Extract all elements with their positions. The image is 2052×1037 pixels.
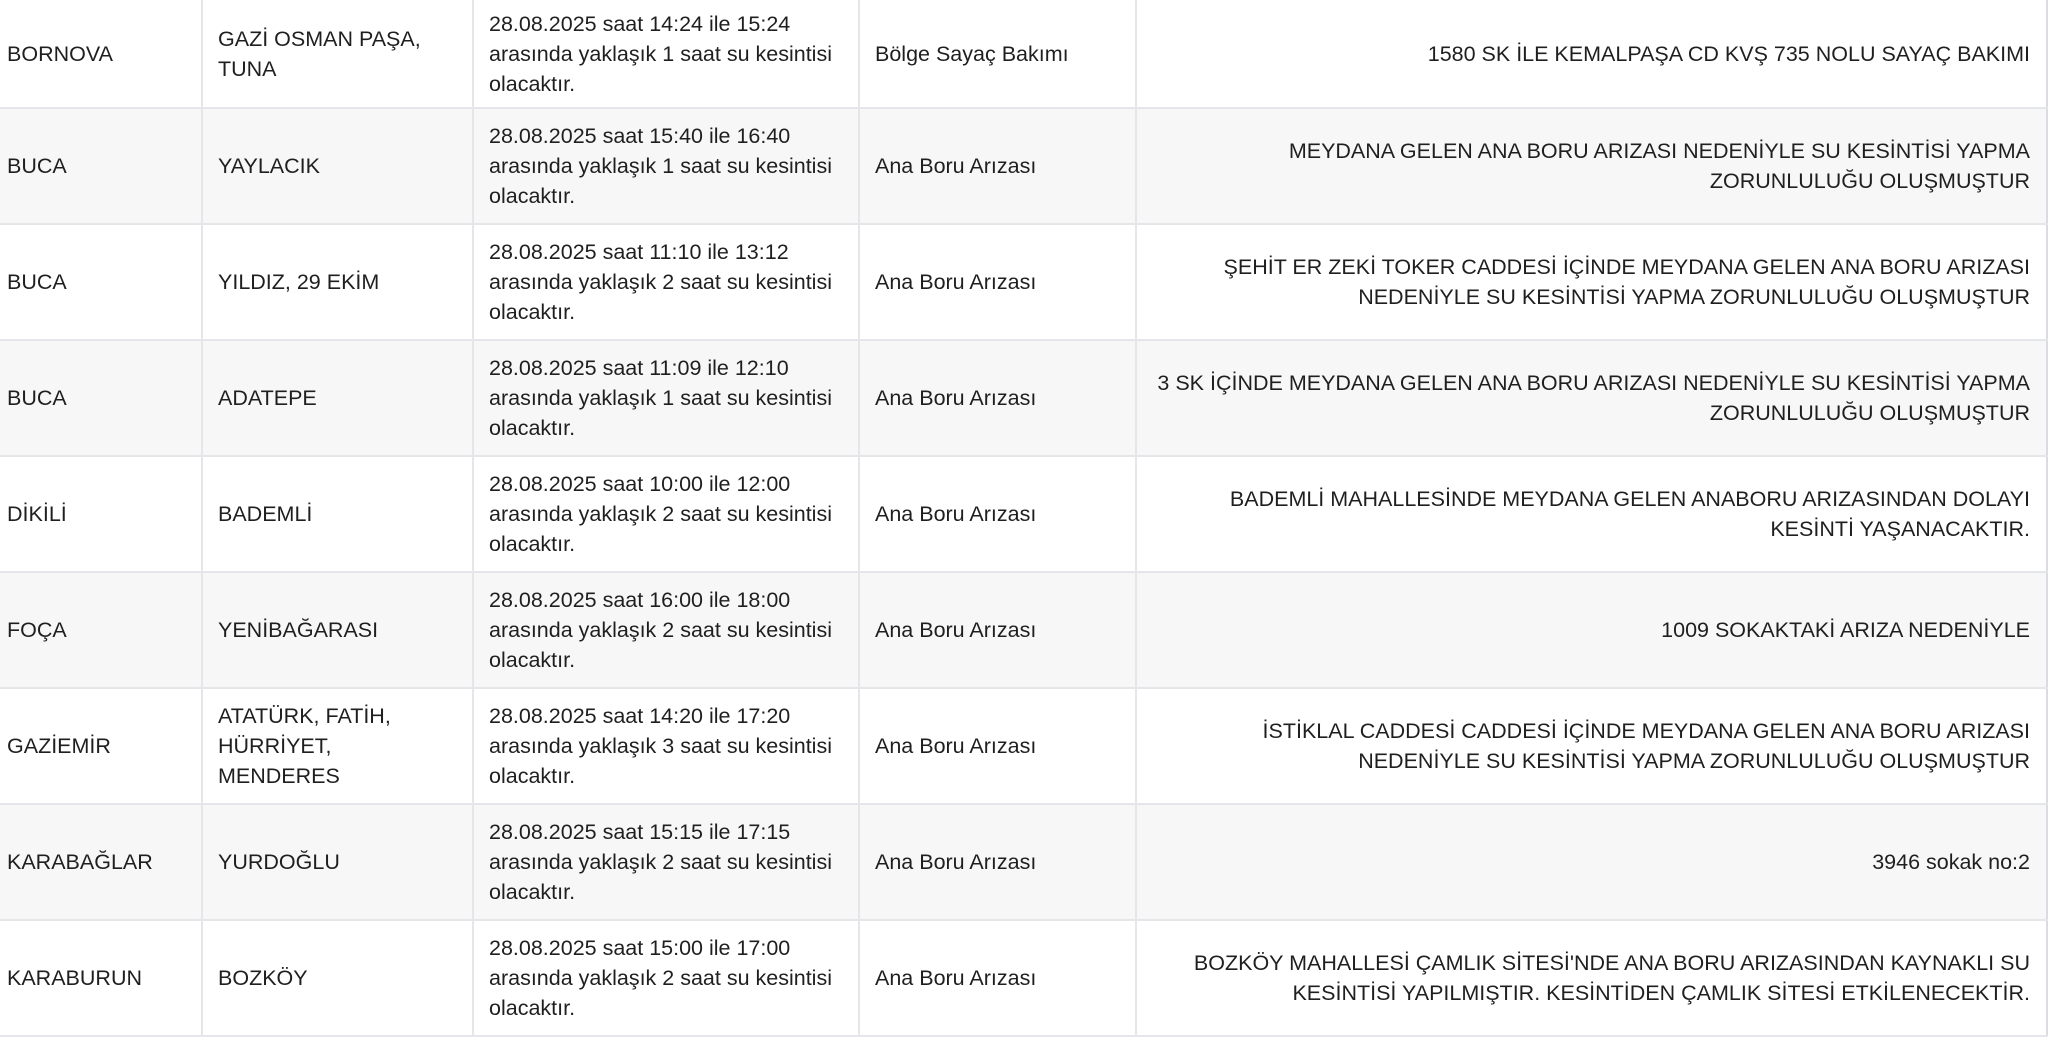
table-row <box>0 456 2047 572</box>
description-cell: 1580 SK İLE KEMALPAŞA CD KVŞ 735 NOLU SAYAÇ BAKIMI <box>1136 0 2047 108</box>
table-row <box>0 804 2047 920</box>
time-window-cell: 28.08.2025 saat 15:40 ile 16:40 arasında yaklaşık 1 saat su kesintisi olacaktır. <box>473 108 859 224</box>
time-window-cell: 28.08.2025 saat 15:00 ile 17:00 arasında yaklaşık 2 saat su kesintisi olacaktır. <box>473 920 859 1036</box>
district-cell: BUCA <box>0 224 202 340</box>
district-cell: KARABURUN <box>0 920 202 1036</box>
outage-type-cell: Ana Boru Arızası <box>859 456 1136 572</box>
description-cell: 3946 sokak no:2 <box>1136 804 2047 920</box>
time-window-cell: 28.08.2025 saat 11:09 ile 12:10 arasında yaklaşık 1 saat su kesintisi olacaktır. <box>473 340 859 456</box>
table-row <box>0 108 2047 224</box>
table-row <box>0 340 2047 456</box>
table-row <box>0 0 2047 108</box>
description-cell: BOZKÖY MAHALLESİ ÇAMLIK SİTESİ'NDE ANA BORU ARIZASINDAN KAYNAKLI SU KESİNTİSİ YAPILMIŞTIR. KESİNTİDEN ÇAMLIK SİTESİ ETKİLENECEKTİR. <box>1136 920 2047 1036</box>
time-window-cell: 28.08.2025 saat 14:24 ile 15:24 arasında yaklaşık 1 saat su kesintisi olacaktır. <box>473 0 859 108</box>
neighborhood-cell: YURDOĞLU <box>202 804 473 920</box>
time-window-cell: 28.08.2025 saat 15:15 ile 17:15 arasında yaklaşık 2 saat su kesintisi olacaktır. <box>473 804 859 920</box>
district-cell: BUCA <box>0 340 202 456</box>
time-window-cell: 28.08.2025 saat 11:10 ile 13:12 arasında yaklaşık 2 saat su kesintisi olacaktır. <box>473 224 859 340</box>
neighborhood-cell: ATATÜRK, FATİH, HÜRRİYET, MENDERES <box>202 688 473 804</box>
outage-type-cell: Bölge Sayaç Bakımı <box>859 0 1136 108</box>
district-cell: FOÇA <box>0 572 202 688</box>
description-cell: 3 SK İÇİNDE MEYDANA GELEN ANA BORU ARIZASI NEDENİYLE SU KESİNTİSİ YAPMA ZORUNLULUĞU OLUŞMUŞTUR <box>1136 340 2047 456</box>
description-cell: ŞEHİT ER ZEKİ TOKER CADDESİ İÇİNDE MEYDANA GELEN ANA BORU ARIZASI NEDENİYLE SU KESİNTİSİ YAPMA ZORUNLULUĞU OLUŞMUŞTUR <box>1136 224 2047 340</box>
neighborhood-cell: BOZKÖY <box>202 920 473 1036</box>
neighborhood-cell: BADEMLİ <box>202 456 473 572</box>
district-cell: GAZİEMİR <box>0 688 202 804</box>
neighborhood-cell: YAYLACIK <box>202 108 473 224</box>
time-window-cell: 28.08.2025 saat 14:20 ile 17:20 arasında yaklaşık 3 saat su kesintisi olacaktır. <box>473 688 859 804</box>
table-row <box>0 920 2047 1036</box>
district-cell: KARABAĞLAR <box>0 804 202 920</box>
outage-type-cell: Ana Boru Arızası <box>859 340 1136 456</box>
description-cell: İSTİKLAL CADDESİ CADDESİ İÇİNDE MEYDANA GELEN ANA BORU ARIZASI NEDENİYLE SU KESİNTİSİ YAPMA ZORUNLULUĞU OLUŞMUŞTUR <box>1136 688 2047 804</box>
outage-type-cell: Ana Boru Arızası <box>859 572 1136 688</box>
outage-type-cell: Ana Boru Arızası <box>859 804 1136 920</box>
description-cell: BADEMLİ MAHALLESİNDE MEYDANA GELEN ANABORU ARIZASINDAN DOLAYI KESİNTİ YAŞANACAKTIR. <box>1136 456 2047 572</box>
description-cell: 1009 SOKAKTAKİ ARIZA NEDENİYLE <box>1136 572 2047 688</box>
time-window-cell: 28.08.2025 saat 16:00 ile 18:00 arasında yaklaşık 2 saat su kesintisi olacaktır. <box>473 572 859 688</box>
outage-type-cell: Ana Boru Arızası <box>859 920 1136 1036</box>
neighborhood-cell: GAZİ OSMAN PAŞA, TUNA <box>202 0 473 108</box>
table-row <box>0 224 2047 340</box>
outage-type-cell: Ana Boru Arızası <box>859 224 1136 340</box>
table-row <box>0 572 2047 688</box>
time-window-cell: 28.08.2025 saat 10:00 ile 12:00 arasında yaklaşık 2 saat su kesintisi olacaktır. <box>473 456 859 572</box>
district-cell: BORNOVA <box>0 0 202 108</box>
outage-type-cell: Ana Boru Arızası <box>859 688 1136 804</box>
district-cell: BUCA <box>0 108 202 224</box>
neighborhood-cell: ADATEPE <box>202 340 473 456</box>
table-row <box>0 688 2047 804</box>
neighborhood-cell: YILDIZ, 29 EKİM <box>202 224 473 340</box>
description-cell: MEYDANA GELEN ANA BORU ARIZASI NEDENİYLE SU KESİNTİSİ YAPMA ZORUNLULUĞU OLUŞMUŞTUR <box>1136 108 2047 224</box>
outage-type-cell: Ana Boru Arızası <box>859 108 1136 224</box>
neighborhood-cell: YENİBAĞARASI <box>202 572 473 688</box>
district-cell: DİKİLİ <box>0 456 202 572</box>
